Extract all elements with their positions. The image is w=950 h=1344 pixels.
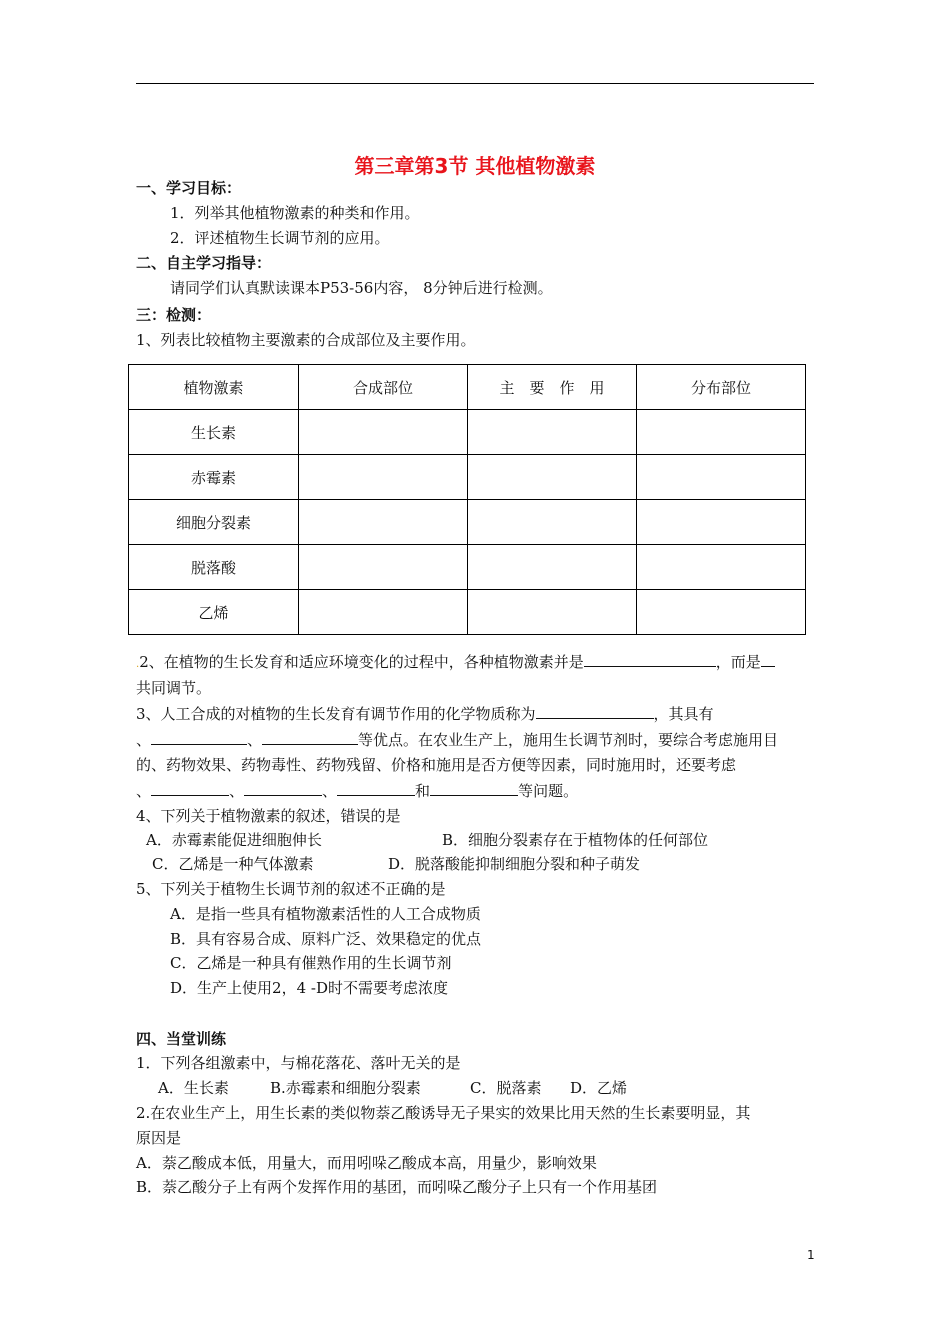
fill-blank[interactable] [536,704,654,719]
row-label: 赤霉素 [129,455,299,500]
table-cell [298,590,467,635]
col-synthesis: 合成部位 [298,365,467,410]
table-cell [467,500,636,545]
practice-question-1: 1．下列各组激素中，与棉花落花、落叶无关的是 [136,1054,461,1072]
table-row [129,500,806,545]
question-3-line3: 的、药物效果、药物毒性、药物残留、价格和施用是否方便等因素，同时施用时，还要考虑 [136,756,737,774]
row-label: 乙烯 [129,590,299,635]
question-5: 5、下列关于植物生长调节剂的叙述不正确的是 [136,880,446,898]
q5-option-d: D．生产上使用2，4 -D时不需要考虑浓度 [170,979,448,997]
fill-blank[interactable] [262,730,358,745]
p2-option-a: A．萘乙酸成本低，用量大，而用吲哚乙酸成本高，用量少，影响效果 [136,1154,597,1172]
q4-option-c: C．乙烯是一种气体激素 [152,855,314,873]
question-2-line1: .2、在植物的生长发育和适应环境变化的过程中，各种植物激素并是 ，而是 [136,652,775,675]
question-2-line2: 共同调节。 [136,679,212,697]
table-cell [298,500,467,545]
guide-text: 请同学们认真默读课本P53-56内容， 8分钟后进行检测。 [170,279,553,297]
row-label: 生长素 [129,410,299,455]
q4-option-b: B．细胞分裂素存在于植物体的任何部位 [442,831,709,849]
p1-option-c: C．脱落素 [470,1079,542,1097]
table-cell [467,590,636,635]
goal-item-1: 1．列举其他植物激素的种类和作用。 [170,204,420,222]
header-rule [136,83,814,84]
fill-blank[interactable] [430,781,518,796]
table-cell [637,455,806,500]
question-4: 4、下列关于植物激素的叙述，错误的是 [136,807,401,825]
col-hormone: 植物激素 [129,365,299,410]
practice-question-2-line1: 2.在农业生产上，用生长素的类似物萘乙酸诱导无子果实的效果比用天然的生长素要明显，其 [136,1104,751,1122]
q5-option-a: A．是指一些具有植物激素活性的人工合成物质 [170,905,481,923]
q5-option-b: B．具有容易合成、原料广泛、效果稳定的优点 [170,930,482,948]
table-cell [298,410,467,455]
question-3-line1: 3、人工合成的对植物的生长发育有调节作用的化学物质称为 ，其具有 [136,705,714,723]
question-3-line4: 、 、 、 和 等问题。 [136,782,579,800]
p1-option-a: A．生长素 [158,1079,229,1097]
page-title: 第三章第3节 其他植物激素 [354,154,596,178]
fill-blank[interactable] [244,781,322,796]
table-row [129,455,806,500]
hormone-table [128,364,806,635]
p1-option-d: D．乙烯 [570,1079,628,1097]
fill-blank[interactable] [584,652,716,667]
q5-option-c: C．乙烯是一种具有催熟作用的生长调节剂 [170,954,452,972]
table-cell [637,500,806,545]
practice-question-2-line2: 原因是 [136,1129,182,1147]
row-label: 脱落酸 [129,545,299,590]
p2-option-b: B．萘乙酸分子上有两个发挥作用的基团，而吲哚乙酸分子上只有一个作用基团 [136,1178,658,1196]
goal-item-2: 2．评述植物生长调节剂的应用。 [170,229,390,247]
q4-option-a: A．赤霉素能促进细胞伸长 [146,831,322,849]
question-1: 1、列表比较植物主要激素的合成部位及主要作用。 [136,331,476,349]
section-heading-guide: 二、自主学习指导： [136,254,272,272]
section-heading-goals: 一、学习目标： [136,179,242,197]
table-row [129,545,806,590]
col-distribution: 分布部位 [637,365,806,410]
table-cell [637,545,806,590]
table-row [129,590,806,635]
table-cell [298,545,467,590]
row-label: 细胞分裂素 [129,500,299,545]
fill-blank[interactable] [761,652,775,667]
p1-option-b: B.赤霉素和细胞分裂素 [270,1079,421,1097]
section-heading-practice: 四、当堂训练 [136,1030,227,1048]
fill-blank[interactable] [151,730,247,745]
table-cell [467,455,636,500]
table-cell [467,545,636,590]
table-cell [467,410,636,455]
fill-blank[interactable] [151,781,229,796]
q4-option-d: D．脱落酸能抑制细胞分裂和种子萌发 [388,855,641,873]
table-cell [637,410,806,455]
table-header-row [129,365,806,410]
mark-dot: . [136,659,140,670]
page-number: 1 [807,1248,815,1262]
question-3-line2: 、 、 等优点。在农业生产上，施用生长调节剂时，要综合考虑施用目 [136,731,779,749]
table-cell [298,455,467,500]
table-cell [637,590,806,635]
fill-blank[interactable] [337,781,415,796]
col-function: 主 要 作 用 [467,365,636,410]
table-row [129,410,806,455]
section-heading-test: 三：检测： [136,306,212,324]
